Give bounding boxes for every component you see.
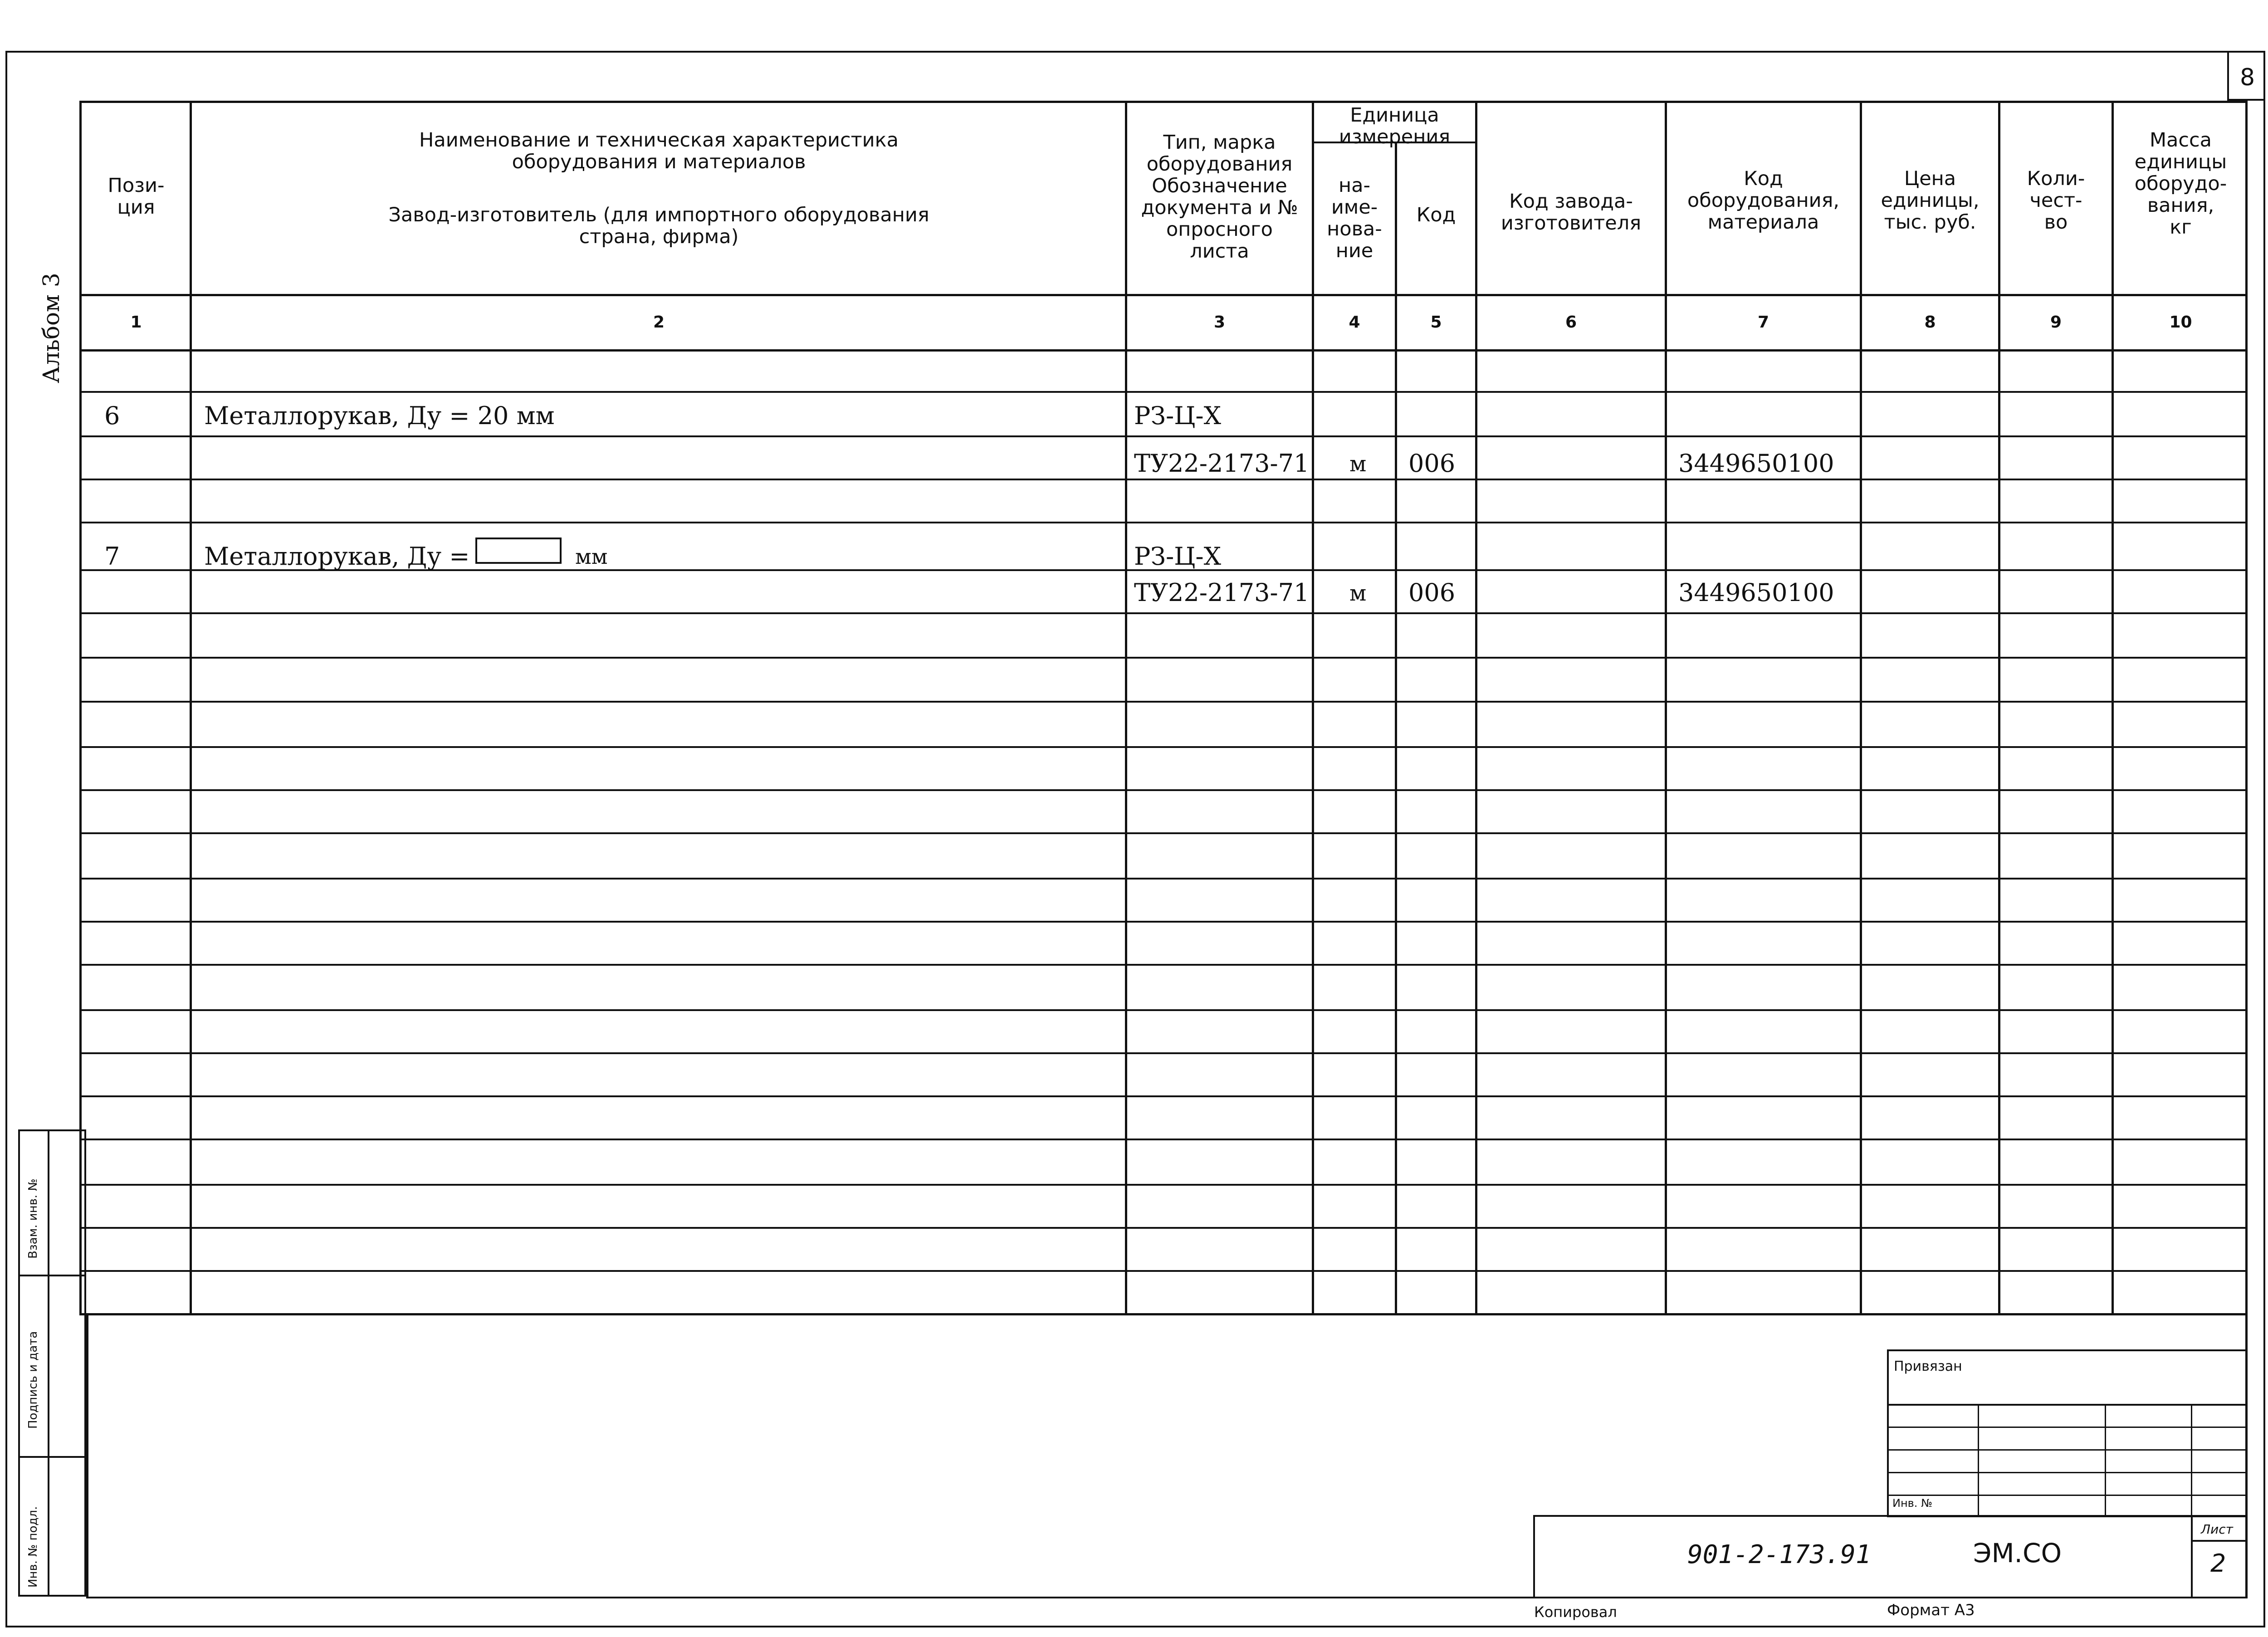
col-unit-code-header: Код (1416, 204, 1456, 226)
col-number: 6 (1565, 313, 1577, 332)
page-number: 8 (2240, 64, 2255, 91)
col-equipment-code-header: Код оборудования, материала (1687, 167, 1840, 234)
col-number: 8 (1924, 313, 1936, 332)
bottom-left-border (86, 1315, 88, 1597)
col-unit-name-header: на- име- нова- ние (1327, 174, 1382, 262)
col-quantity-header: Коли- чест- во (2027, 167, 2085, 234)
col-number: 5 (1430, 313, 1442, 332)
row-unit: м (1349, 451, 1367, 477)
col-position-header: Пози- ция (108, 174, 165, 219)
col-number: 7 (1757, 313, 1769, 332)
document-mark: ЭМ.СО (1973, 1538, 2062, 1569)
col-number: 2 (653, 313, 665, 332)
row-position: 6 (104, 401, 120, 430)
row-code: 006 (1408, 449, 1456, 478)
col-number: 4 (1349, 313, 1360, 332)
col-price-header: Цена единицы, тыс. руб. (1881, 167, 1980, 234)
col-factory-code-header: Код завода- изготовителя (1501, 190, 1642, 235)
row-equipment-code: 3449650100 (1678, 449, 1834, 478)
copied-label: Копировал (1534, 1603, 1617, 1621)
col-number: 9 (2050, 313, 2062, 332)
row-type: РЗ-Ц-Х (1134, 401, 1222, 430)
spec-table-frame (79, 101, 2248, 1315)
side-stamp-field: Взам. инв. № (26, 1178, 40, 1259)
format-label: Формат А3 (1887, 1601, 1975, 1619)
inv-label: Инв. № (1892, 1497, 1933, 1510)
row-name-suffix: мм (575, 544, 608, 569)
row-position: 7 (104, 542, 120, 571)
attached-label: Привязан (1894, 1358, 1962, 1374)
bottom-border (86, 1597, 2248, 1598)
row-code: 006 (1408, 578, 1456, 607)
row-equipment-code: 3449650100 (1678, 578, 1834, 607)
col-type-header: Тип, марка оборудования Обозначение документа и № опросного листа (1141, 131, 1298, 263)
document-code: 901-2-173.91 (1687, 1540, 1871, 1569)
row-doc: ТУ22-2173-71 (1134, 449, 1310, 478)
row-name-prefix: Металлорукав, Ду = (204, 542, 470, 571)
diameter-blank-box[interactable] (475, 538, 562, 564)
row-unit: м (1349, 581, 1367, 606)
row-doc: ТУ22-2173-71 (1134, 578, 1310, 607)
col-name-header-line2: Завод-изготовитель (для импортного оборудования страна, фирма) (388, 204, 929, 248)
sheet-number: 2 (2210, 1549, 2226, 1578)
side-stamp-field: Подпись и дата (26, 1331, 40, 1429)
row-type: РЗ-Ц-Х (1134, 542, 1222, 571)
header-separator (79, 294, 2248, 296)
side-stamp-field: Инв. № подл. (26, 1506, 40, 1588)
col-mass-header: Масса единицы оборудо- вания, кг (2134, 129, 2227, 239)
sheet-label: Лист (2201, 1522, 2233, 1537)
album-label: Альбом 3 (38, 273, 64, 383)
numbers-separator (79, 349, 2248, 352)
col-number: 3 (1213, 313, 1226, 332)
unit-group-header: Единица измерения (1339, 104, 1451, 148)
col-name-header-line1: Наименование и техническая характеристика оборудования и материалов (419, 129, 899, 173)
row-name: Металлорукав, Ду = 20 мм (204, 401, 555, 430)
col-number: 1 (130, 313, 142, 332)
col-number: 10 (2169, 313, 2192, 332)
